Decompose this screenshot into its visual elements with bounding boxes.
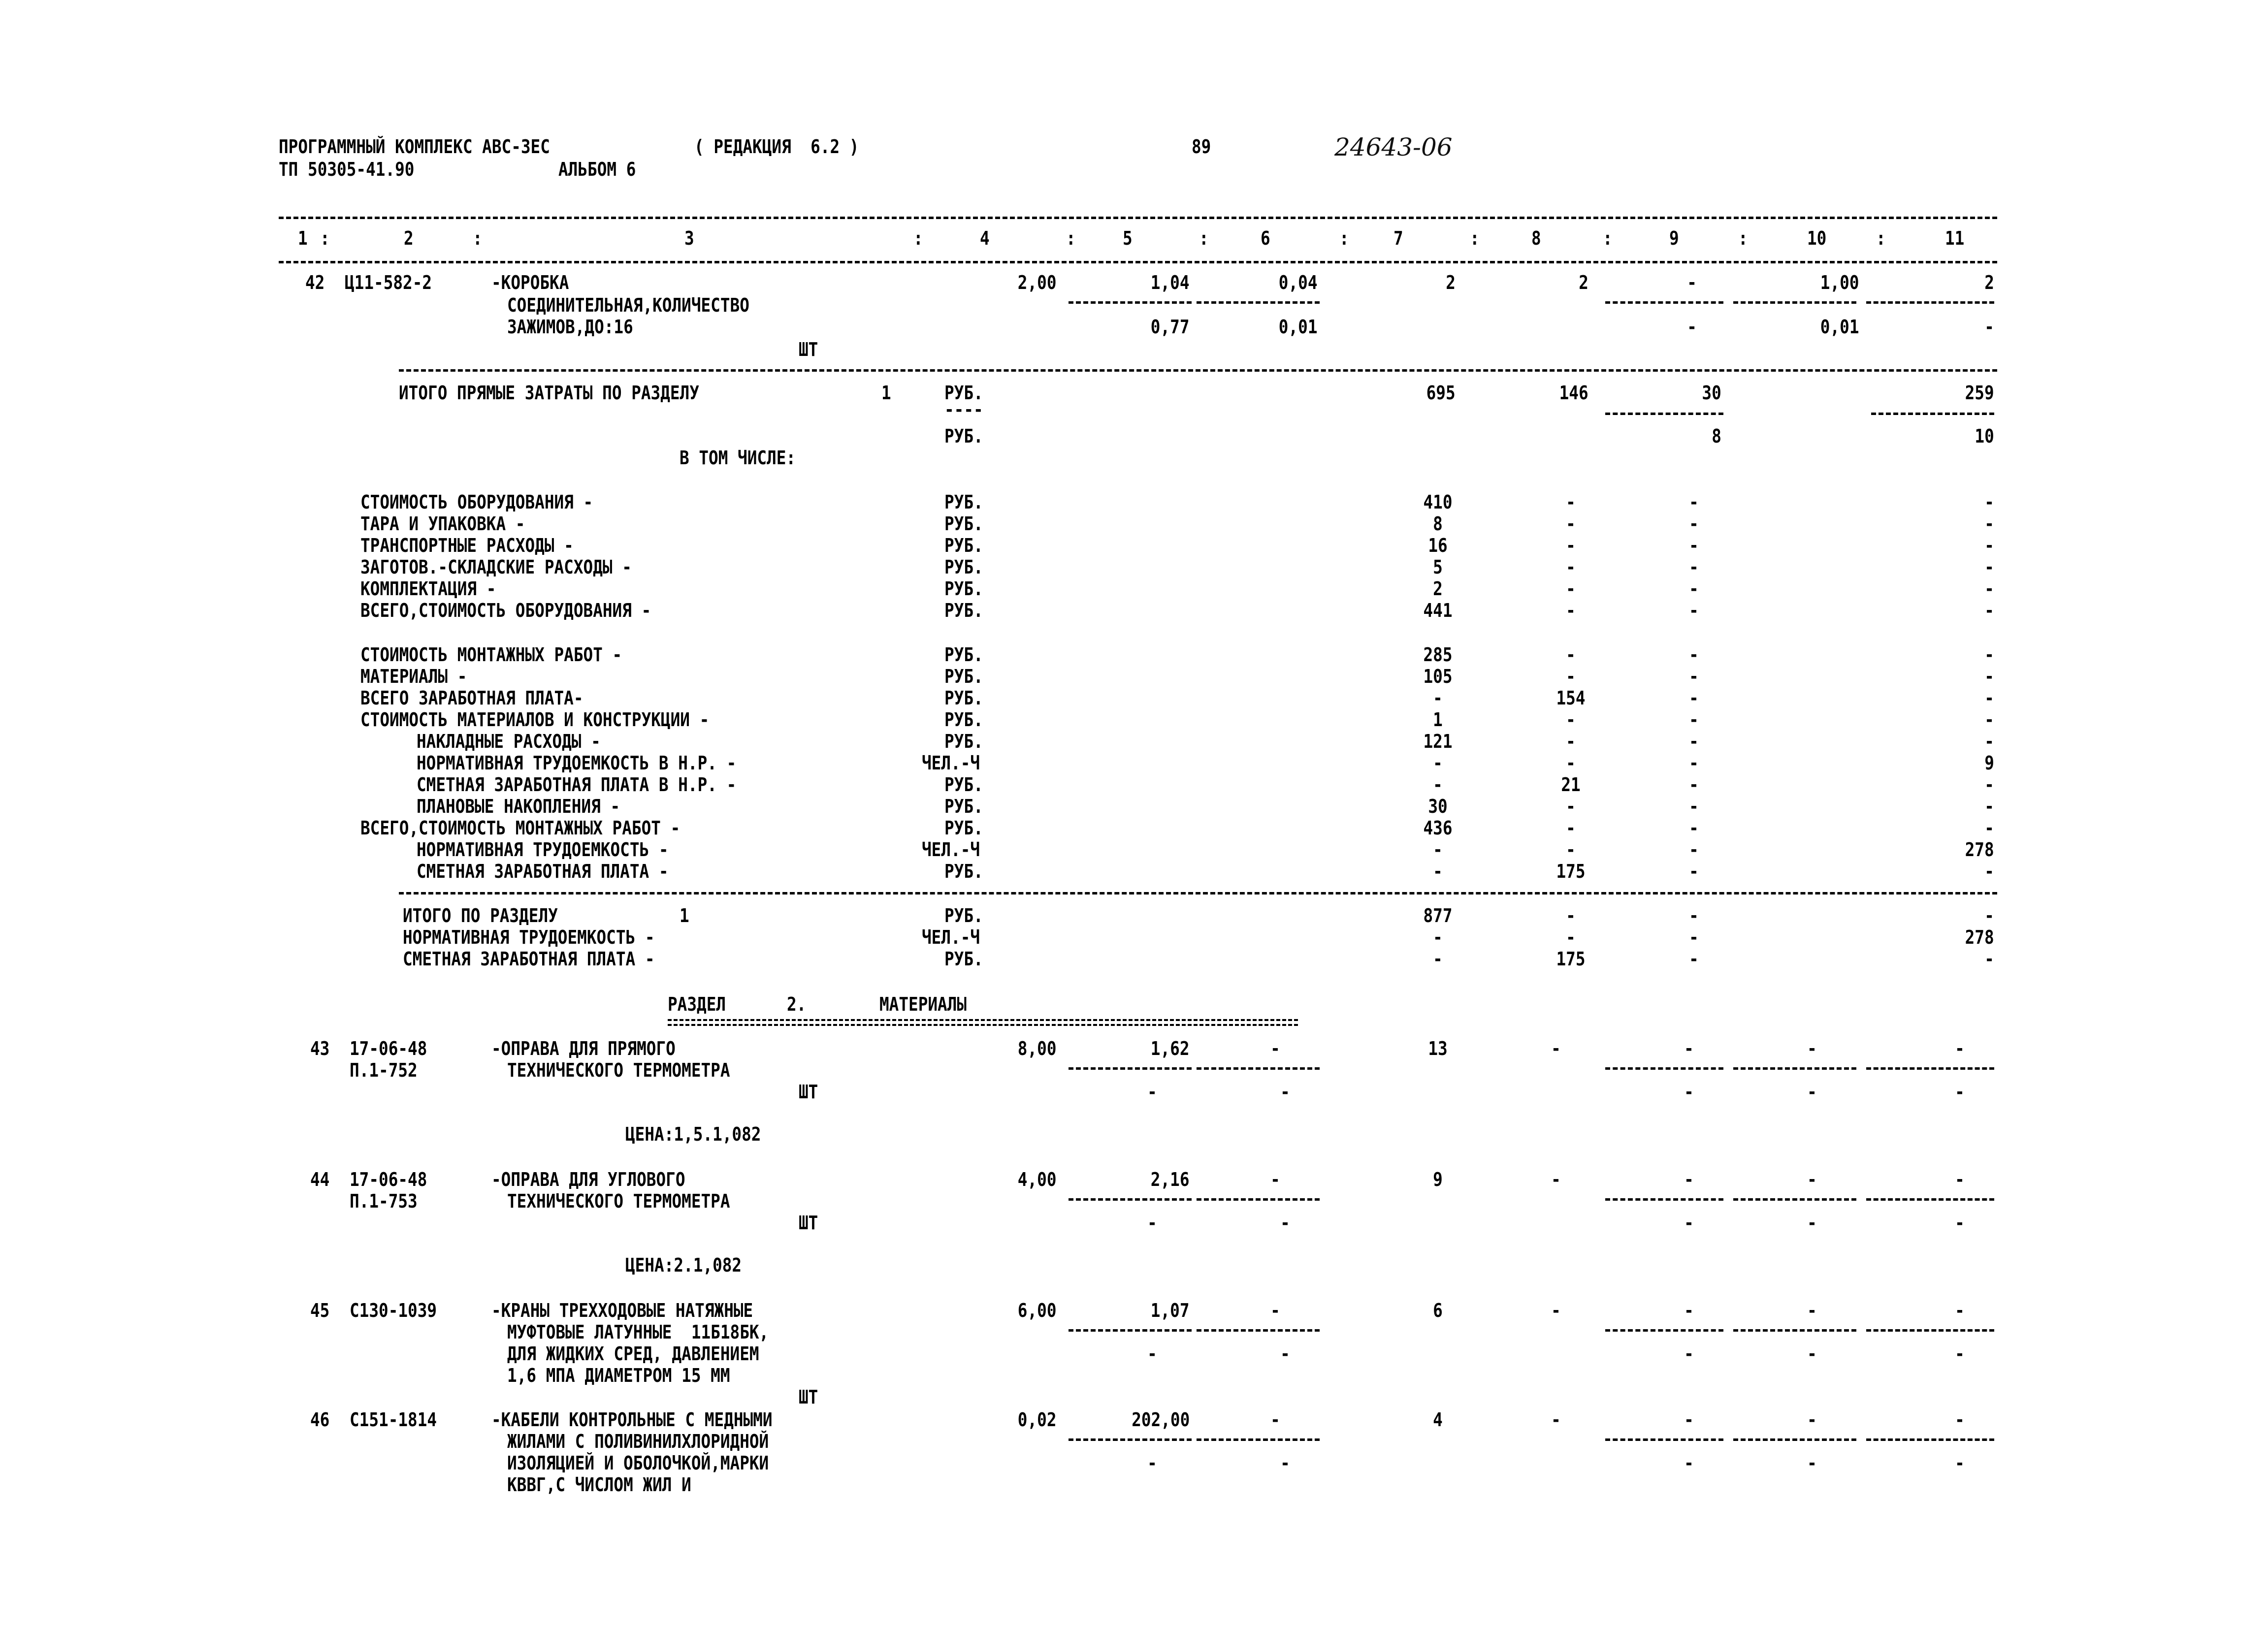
- cell-col6: -: [1270, 1169, 1280, 1190]
- section-total-label: НОРМАТИВНАЯ ТРУДОЕМКОСТЬ -: [403, 926, 655, 948]
- column-number: 10: [1807, 227, 1827, 249]
- summary-col11: -: [1984, 513, 1994, 535]
- cell-col6-sub: 0,01: [1279, 316, 1318, 338]
- cell-col5-sub: -: [1147, 1081, 1157, 1103]
- cell-col6-sub: -: [1280, 1343, 1290, 1365]
- summary-col9: -: [1689, 600, 1699, 621]
- summary-col9: -: [1689, 644, 1699, 666]
- summary-col8: -: [1566, 731, 1576, 752]
- header-rule-top: [279, 217, 1997, 219]
- cell-col11-sub: -: [1955, 1343, 1965, 1365]
- section-number: 2.: [787, 993, 807, 1015]
- cell-col7: 6: [1433, 1300, 1443, 1321]
- column-separator: :: [1470, 227, 1480, 249]
- summary-unit: РУБ.: [944, 817, 983, 839]
- cell-col7: 13: [1428, 1038, 1448, 1059]
- summary-col9: -: [1689, 666, 1699, 687]
- tp-code: ТП 50305-41.90: [279, 159, 415, 180]
- cell-divider: [1866, 1438, 1994, 1441]
- summary-label: ВСЕГО,СТОИМОСТЬ МОНТАЖНЫХ РАБОТ -: [360, 817, 680, 839]
- summary-col11: -: [1984, 644, 1994, 666]
- item-code: С130-1039: [350, 1300, 437, 1321]
- cell-col10: -: [1807, 1409, 1817, 1431]
- summary-col7: -: [1433, 752, 1443, 774]
- section-total-col9: -: [1689, 905, 1699, 926]
- item-number: 45: [310, 1300, 330, 1321]
- total-direct-col9: 30: [1702, 382, 1721, 404]
- summary-col9: -: [1689, 796, 1699, 817]
- summary-col9: -: [1689, 817, 1699, 839]
- summary-col8: -: [1566, 600, 1576, 621]
- summary-label: СТОИМОСТЬ МАТЕРИАЛОВ И КОНСТРУКЦИИ -: [360, 709, 710, 731]
- cell-col10-sub: -: [1807, 1212, 1817, 1234]
- cell-unit-cost: 1,07: [1151, 1300, 1190, 1321]
- cell-divider: [1197, 1329, 1320, 1332]
- cell-col9: -: [1684, 1169, 1694, 1190]
- cell-divider: [1866, 301, 1994, 304]
- total-direct-col11-sub: 10: [1975, 425, 1994, 447]
- summary-col11: -: [1984, 578, 1994, 600]
- total-direct-unit: РУБ.: [944, 425, 983, 447]
- item-desc-line: КВВГ,С ЧИСЛОМ ЖИЛ И: [507, 1474, 691, 1496]
- column-separator: :: [1199, 227, 1209, 249]
- cell-col5-sub: -: [1147, 1452, 1157, 1474]
- item-code: Ц11-582-2: [345, 272, 432, 293]
- cell-col11-sub: -: [1955, 1452, 1965, 1474]
- summary-col9: -: [1689, 513, 1699, 535]
- total-direct-col9-sub: 8: [1712, 425, 1721, 447]
- item-desc-line: ИЗОЛЯЦИЕЙ И ОБОЛОЧКОЙ,МАРКИ: [507, 1452, 769, 1474]
- cell-col7: 9: [1433, 1169, 1443, 1190]
- program-title: ПРОГРАММНЫЙ КОМПЛЕКС АВС-3ЕС: [279, 136, 550, 158]
- cell-unit-cost: 1,04: [1151, 272, 1190, 293]
- summary-col9: -: [1689, 556, 1699, 578]
- summary-col7: -: [1433, 861, 1443, 882]
- cell-col10: -: [1807, 1169, 1817, 1190]
- summary-col8: -: [1566, 666, 1576, 687]
- edition-label: ( РЕДАКЦИЯ 6.2 ): [694, 136, 859, 158]
- summary-unit: ЧЕЛ.-Ч: [922, 752, 980, 774]
- summary-col7: 2: [1433, 578, 1443, 600]
- summary-col8: -: [1566, 578, 1576, 600]
- cell-col10-sub: -: [1807, 1081, 1817, 1103]
- cell-divider: [1197, 1438, 1320, 1441]
- summary-col8: -: [1566, 796, 1576, 817]
- summary-col9: -: [1689, 709, 1699, 731]
- summary-label: НОРМАТИВНАЯ ТРУДОЕМКОСТЬ В Н.Р. -: [417, 752, 737, 774]
- summary-col9: -: [1689, 491, 1699, 513]
- summary-unit: ЧЕЛ.-Ч: [922, 839, 980, 861]
- summary-col7: -: [1433, 687, 1443, 709]
- summary-col7: 410: [1423, 491, 1453, 513]
- summary-col11: -: [1984, 556, 1994, 578]
- cell-col8: -: [1551, 1409, 1561, 1431]
- summary-col8: 175: [1556, 861, 1586, 882]
- summary-col11: -: [1984, 861, 1994, 882]
- cell-divider: [1733, 1067, 1856, 1070]
- cell-col11: 2: [1984, 272, 1994, 293]
- total-direct-unit: РУБ.: [944, 382, 983, 404]
- column-number: 6: [1261, 227, 1270, 249]
- cell-divider: [1605, 1438, 1723, 1441]
- handwritten-document-code: 24643-06: [1334, 133, 1453, 161]
- summary-unit: РУБ.: [944, 731, 983, 752]
- cell-divider: [1605, 301, 1723, 304]
- column-separator: :: [1738, 227, 1748, 249]
- item-unit: ШТ: [799, 1386, 818, 1408]
- cell-col8: -: [1551, 1169, 1561, 1190]
- total-direct-section: 1: [881, 382, 891, 404]
- cell-quantity: 4,00: [1018, 1169, 1057, 1190]
- item-desc-line: ЖИЛАМИ С ПОЛИВИНИЛХЛОРИДНОЙ: [507, 1431, 769, 1452]
- summary-col11: -: [1984, 535, 1994, 556]
- cell-col9: -: [1684, 1038, 1694, 1059]
- summary-col8: -: [1566, 709, 1576, 731]
- summary-col8: -: [1566, 535, 1576, 556]
- summary-col8: -: [1566, 491, 1576, 513]
- cell-quantity: 6,00: [1018, 1300, 1057, 1321]
- cell-unit-cost-sub: 0,77: [1151, 316, 1190, 338]
- cell-col8: -: [1551, 1300, 1561, 1321]
- item-code: С151-1814: [350, 1409, 437, 1431]
- summary-col8: -: [1566, 839, 1576, 861]
- summary-col7: -: [1433, 839, 1443, 861]
- column-separator: :: [1603, 227, 1613, 249]
- item-desc-line: МУФТОВЫЕ ЛАТУННЫЕ 11Б18БК,: [507, 1321, 769, 1343]
- summary-label: СМЕТНАЯ ЗАРАБОТНАЯ ПЛАТА В Н.Р. -: [417, 774, 737, 796]
- cell-col7: 2: [1446, 272, 1456, 293]
- cell-divider: [1069, 1438, 1192, 1441]
- summary-col9: -: [1689, 535, 1699, 556]
- cell-col11: -: [1955, 1300, 1965, 1321]
- cell-col10: -: [1807, 1038, 1817, 1059]
- cell-col5-sub: -: [1147, 1212, 1157, 1234]
- cell-quantity: 8,00: [1018, 1038, 1057, 1059]
- cell-col9-sub: -: [1687, 316, 1697, 338]
- cell-col11-sub: -: [1955, 1081, 1965, 1103]
- cell-col11: -: [1955, 1038, 1965, 1059]
- item-desc-line: ДЛЯ ЖИДКИХ СРЕД, ДАВЛЕНИЕМ: [507, 1343, 759, 1365]
- summary-col11: -: [1984, 817, 1994, 839]
- cell-divider: [1069, 301, 1192, 304]
- column-number: 5: [1123, 227, 1133, 249]
- column-number: 2: [404, 227, 414, 249]
- summary-col7: 30: [1428, 796, 1448, 817]
- item-number: 42: [305, 272, 325, 293]
- summary-col11: -: [1984, 600, 1994, 621]
- column-number: 11: [1945, 227, 1965, 249]
- total-direct-dashes: ----: [944, 399, 983, 420]
- cell-divider: [1605, 413, 1723, 415]
- cell-divider: [1871, 413, 1994, 415]
- summary-col9: -: [1689, 774, 1699, 796]
- cell-divider: [1197, 301, 1320, 304]
- summary-unit: РУБ.: [944, 535, 983, 556]
- item-code: 17-06-48: [350, 1169, 427, 1190]
- summary-unit: РУБ.: [944, 796, 983, 817]
- item-unit: ШТ: [799, 1212, 818, 1234]
- cell-col9: -: [1684, 1300, 1694, 1321]
- section-total-col7: 877: [1423, 905, 1453, 926]
- summary-unit: РУБ.: [944, 644, 983, 666]
- cell-col9-sub: -: [1684, 1343, 1694, 1365]
- item-code: 17-06-48: [350, 1038, 427, 1059]
- including-label: В ТОМ ЧИСЛЕ:: [680, 447, 796, 469]
- column-separator: :: [320, 227, 330, 249]
- cell-col11-sub: -: [1955, 1212, 1965, 1234]
- item-unit: ШТ: [799, 339, 818, 360]
- item-price-ref: ЦЕНА:2.1,082: [625, 1254, 742, 1276]
- column-separator: :: [1876, 227, 1886, 249]
- section-title-underline: [668, 1019, 1298, 1026]
- item-desc-line: 1,6 МПА ДИАМЕТРОМ 15 ММ: [507, 1365, 730, 1386]
- summary-label: ТАРА И УПАКОВКА -: [360, 513, 525, 535]
- cell-col11-sub: -: [1984, 316, 1994, 338]
- cell-col10-sub: -: [1807, 1343, 1817, 1365]
- item-desc-line: ЗАЖИМОВ,ДО:16: [507, 316, 633, 338]
- cell-divider: [1866, 1198, 1994, 1201]
- total-direct-col11: 259: [1965, 382, 1994, 404]
- cell-unit-cost: 2,16: [1151, 1169, 1190, 1190]
- summary-col11: -: [1984, 709, 1994, 731]
- cell-col5-sub: -: [1147, 1343, 1157, 1365]
- summary-col11: 278: [1965, 839, 1994, 861]
- section-total-unit: ЧЕЛ.-Ч: [922, 926, 980, 948]
- cell-col10: 1,00: [1820, 272, 1859, 293]
- item-desc-line: СОЕДИНИТЕЛЬНАЯ,КОЛИЧЕСТВО: [507, 294, 749, 316]
- cell-col6-sub: -: [1280, 1452, 1290, 1474]
- summary-col11: -: [1984, 491, 1994, 513]
- summary-col11: -: [1984, 666, 1994, 687]
- summary-unit: РУБ.: [944, 709, 983, 731]
- cell-col8: -: [1551, 1038, 1561, 1059]
- section-rule: [399, 369, 1997, 372]
- column-separator: :: [1339, 227, 1349, 249]
- column-number: 9: [1669, 227, 1679, 249]
- cell-col11: -: [1955, 1409, 1965, 1431]
- summary-col7: 121: [1423, 731, 1453, 752]
- summary-col7: -: [1433, 774, 1443, 796]
- summary-label: ТРАНСПОРТНЫЕ РАСХОДЫ -: [360, 535, 574, 556]
- cell-col9: -: [1684, 1409, 1694, 1431]
- item-desc-line: -КАБЕЛИ КОНТРОЛЬНЫЕ С МЕДНЫМИ: [491, 1409, 773, 1431]
- summary-col7: 8: [1433, 513, 1443, 535]
- column-separator: :: [473, 227, 483, 249]
- summary-col7: 1: [1433, 709, 1443, 731]
- summary-col7: 5: [1433, 556, 1443, 578]
- summary-col9: -: [1689, 687, 1699, 709]
- summary-col9: -: [1689, 578, 1699, 600]
- cell-col9: -: [1687, 272, 1697, 293]
- summary-label: КОМПЛЕКТАЦИЯ -: [360, 578, 496, 600]
- summary-label: СМЕТНАЯ ЗАРАБОТНАЯ ПЛАТА -: [417, 861, 669, 882]
- section-total-unit: РУБ.: [944, 905, 983, 926]
- summary-col8: -: [1566, 513, 1576, 535]
- column-separator: :: [1066, 227, 1076, 249]
- column-number: 8: [1531, 227, 1541, 249]
- summary-label: СТОИМОСТЬ МОНТАЖНЫХ РАБОТ -: [360, 644, 622, 666]
- summary-unit: РУБ.: [944, 556, 983, 578]
- summary-col8: -: [1566, 752, 1576, 774]
- section-total-col7: -: [1433, 926, 1443, 948]
- item-desc-line: -КОРОБКА: [491, 272, 569, 293]
- section-total-label: ИТОГО ПО РАЗДЕЛУ: [403, 905, 558, 926]
- summary-label: ВСЕГО ЗАРАБОТНАЯ ПЛАТА-: [360, 687, 583, 709]
- cell-divider: [1733, 301, 1856, 304]
- album-label: АЛЬБОМ 6: [558, 159, 636, 180]
- cell-unit-cost: 1,62: [1151, 1038, 1190, 1059]
- cell-divider: [1069, 1067, 1192, 1070]
- cell-col6-sub: -: [1280, 1081, 1290, 1103]
- summary-col8: -: [1566, 817, 1576, 839]
- column-number: 4: [980, 227, 990, 249]
- cell-divider: [1197, 1067, 1320, 1070]
- section-title: МАТЕРИАЛЫ: [879, 993, 967, 1015]
- cell-col6: -: [1270, 1409, 1280, 1431]
- summary-col9: -: [1689, 752, 1699, 774]
- cell-divider: [1866, 1329, 1994, 1332]
- cell-divider: [1733, 1329, 1856, 1332]
- summary-col11: 9: [1984, 752, 1994, 774]
- summary-col7: 436: [1423, 817, 1453, 839]
- item-desc-line: ТЕХНИЧЕСКОГО ТЕРМОМЕТРА: [507, 1059, 730, 1081]
- summary-unit: РУБ.: [944, 687, 983, 709]
- item-desc-line: -КРАНЫ ТРЕХХОДОВЫЕ НАТЯЖНЫЕ: [491, 1300, 753, 1321]
- header-rule-bottom: [279, 261, 1997, 263]
- section-total-col7: -: [1433, 948, 1443, 970]
- summary-col7: 16: [1428, 535, 1448, 556]
- total-direct-label: ИТОГО ПРЯМЫЕ ЗАТРАТЫ ПО РАЗДЕЛУ: [399, 382, 699, 404]
- cell-col10-sub: 0,01: [1820, 316, 1859, 338]
- section-total-col8: -: [1566, 905, 1576, 926]
- section-rule: [399, 892, 1997, 894]
- column-number: 3: [684, 227, 694, 249]
- cell-col6: -: [1270, 1038, 1280, 1059]
- total-direct-col8: 146: [1559, 382, 1588, 404]
- cell-col9-sub: -: [1684, 1212, 1694, 1234]
- cell-col9-sub: -: [1684, 1081, 1694, 1103]
- section-total-label: СМЕТНАЯ ЗАРАБОТНАЯ ПЛАТА -: [403, 948, 655, 970]
- summary-col9: -: [1689, 861, 1699, 882]
- summary-col7: 441: [1423, 600, 1453, 621]
- item-unit: ШТ: [799, 1081, 818, 1103]
- cell-col8: 2: [1579, 272, 1588, 293]
- item-desc-line: ТЕХНИЧЕСКОГО ТЕРМОМЕТРА: [507, 1190, 730, 1212]
- summary-label: ПЛАНОВЫЕ НАКОПЛЕНИЯ -: [417, 796, 620, 817]
- summary-col9: -: [1689, 839, 1699, 861]
- section-total-col8: 175: [1556, 948, 1586, 970]
- summary-label: НОРМАТИВНАЯ ТРУДОЕМКОСТЬ -: [417, 839, 669, 861]
- cell-col6: 0,04: [1279, 272, 1318, 293]
- summary-col7: 285: [1423, 644, 1453, 666]
- cell-col10: -: [1807, 1300, 1817, 1321]
- item-number: 46: [310, 1409, 330, 1431]
- item-number: 44: [310, 1169, 330, 1190]
- page-number: 89: [1192, 136, 1211, 158]
- summary-label: ЗАГОТОВ.-СКЛАДСКИЕ РАСХОДЫ -: [360, 556, 632, 578]
- summary-col8: 21: [1561, 774, 1581, 796]
- section-total-col9: -: [1689, 926, 1699, 948]
- summary-label: МАТЕРИАЛЫ -: [360, 666, 467, 687]
- summary-unit: РУБ.: [944, 513, 983, 535]
- summary-label: СТОИМОСТЬ ОБОРУДОВАНИЯ -: [360, 491, 593, 513]
- summary-label: НАКЛАДНЫЕ РАСХОДЫ -: [417, 731, 601, 752]
- item-price-ref: ЦЕНА:1,5.1,082: [625, 1123, 761, 1145]
- column-number: 7: [1393, 227, 1403, 249]
- cell-divider: [1605, 1067, 1723, 1070]
- column-separator: :: [913, 227, 923, 249]
- summary-col7: 105: [1423, 666, 1453, 687]
- item-number: 43: [310, 1038, 330, 1059]
- summary-col11: -: [1984, 687, 1994, 709]
- section-total-col11: -: [1984, 948, 1994, 970]
- section-total-col11: -: [1984, 905, 1994, 926]
- cell-divider: [1866, 1067, 1994, 1070]
- cell-divider: [1197, 1198, 1320, 1201]
- summary-unit: РУБ.: [944, 491, 983, 513]
- cell-col10-sub: -: [1807, 1452, 1817, 1474]
- item-code-ref: П.1-752: [350, 1059, 418, 1081]
- cell-divider: [1605, 1329, 1723, 1332]
- cell-col9-sub: -: [1684, 1452, 1694, 1474]
- item-desc-line: -ОПРАВА ДЛЯ УГЛОВОГО: [491, 1169, 685, 1190]
- cell-quantity: 2,00: [1018, 272, 1057, 293]
- cell-quantity: 0,02: [1018, 1409, 1057, 1431]
- summary-col8: 154: [1556, 687, 1586, 709]
- summary-unit: РУБ.: [944, 600, 983, 621]
- total-direct-col7: 695: [1426, 382, 1456, 404]
- cell-col7: 4: [1433, 1409, 1443, 1431]
- section-total-col11: 278: [1965, 926, 1994, 948]
- summary-col11: -: [1984, 796, 1994, 817]
- summary-col11: -: [1984, 774, 1994, 796]
- item-desc-line: -ОПРАВА ДЛЯ ПРЯМОГО: [491, 1038, 676, 1059]
- cell-divider: [1733, 1438, 1856, 1441]
- summary-col8: -: [1566, 556, 1576, 578]
- summary-label: ВСЕГО,СТОИМОСТЬ ОБОРУДОВАНИЯ -: [360, 600, 651, 621]
- summary-col8: -: [1566, 644, 1576, 666]
- summary-col11: -: [1984, 731, 1994, 752]
- cell-unit-cost: 202,00: [1131, 1409, 1190, 1431]
- item-code-ref: П.1-753: [350, 1190, 418, 1212]
- section-total-number: 1: [680, 905, 689, 926]
- summary-unit: РУБ.: [944, 666, 983, 687]
- section-total-unit: РУБ.: [944, 948, 983, 970]
- summary-unit: РУБ.: [944, 578, 983, 600]
- cell-col11: -: [1955, 1169, 1965, 1190]
- section-total-col8: -: [1566, 926, 1576, 948]
- summary-col9: -: [1689, 731, 1699, 752]
- section-total-col9: -: [1689, 948, 1699, 970]
- section-word: РАЗДЕЛ: [668, 993, 726, 1015]
- column-number: 1: [298, 227, 308, 249]
- cell-divider: [1069, 1198, 1192, 1201]
- cell-col6-sub: -: [1280, 1212, 1290, 1234]
- cell-col6: -: [1270, 1300, 1280, 1321]
- cell-divider: [1605, 1198, 1723, 1201]
- cell-divider: [1069, 1329, 1192, 1332]
- summary-unit: РУБ.: [944, 774, 983, 796]
- cell-divider: [1733, 1198, 1856, 1201]
- summary-unit: РУБ.: [944, 861, 983, 882]
